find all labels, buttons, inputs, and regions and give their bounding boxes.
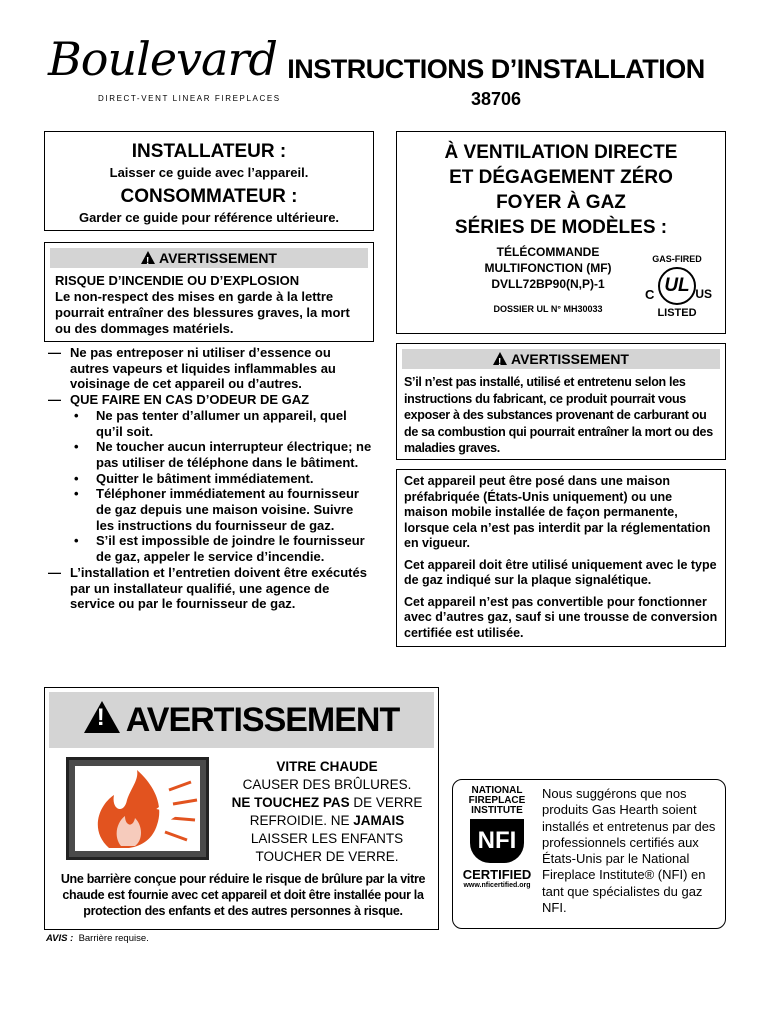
big-warning-header: !AVERTISSEMENT bbox=[49, 692, 434, 748]
nfi-text: Nous suggérons que nos produits Gas Hearth soient installés et entretenus par des professionnels certifiés aux États-Unis par le National Fireplace Institute® (NFI) en tant que spécialistes du gaz NFI. bbox=[542, 786, 716, 916]
product-line2: ET DÉGAGEMENT ZÉRO bbox=[449, 167, 673, 188]
risk-title: RISQUE D’INCENDIE OU D’EXPLOSION bbox=[55, 273, 300, 288]
warning-text: S’il n’est pas installé, utilisé et entretenu selon les instructions du fabricant, ce produit pourrait vous exposer à des substances provenant de carburant ou de sa combustion qui pourrait entraîner la mort ou des maladies graves. bbox=[404, 375, 713, 455]
model-info: TÉLÉCOMMANDE MULTIFONCTION (MF) DVLL72BP90(N,P)-1 bbox=[484, 245, 612, 291]
ul-file-number: DOSSIER UL N° MH30033 bbox=[493, 304, 603, 314]
list-item: — QUE FAIRE EN CAS D’ODEUR DE GAZ bbox=[48, 392, 310, 408]
warning-triangle-icon bbox=[493, 352, 507, 365]
document-number: 38706 bbox=[470, 89, 522, 109]
info-paragraph: Cet appareil doit être utilisé uniquement avec le type de gaz indiqué sur la plaque signalétique. bbox=[404, 557, 717, 587]
hot-glass-pictogram-icon bbox=[66, 757, 209, 860]
list-item: — L’installation et l’entretien doivent être exécutés par un installateur qualifié, une agence de service ou par le fournisseur de gaz. bbox=[48, 564, 367, 612]
hot-glass-text: VITRE CHAUDE CAUSER DES BRÛLURES. NE TOUCHEZ PAS DE VERRE REFROIDIE. NE JAMAIS LAISSER LES ENFANTS TOUCHER DE VERRE. bbox=[231, 759, 423, 864]
barrier-notice: Une barrière conçue pour réduire le risque de brûlure par la vitre chaude est fournie avec cet appareil et doit être installée pour la protection des enfants et des autres personnes à risque. bbox=[60, 872, 426, 918]
installer-consumer-box bbox=[44, 131, 374, 231]
brand-tagline: DIRECT-VENT LINEAR FIREPLACES bbox=[98, 94, 281, 103]
warning-header bbox=[50, 248, 368, 268]
warning-heading: AVERTISSEMENT bbox=[159, 250, 277, 266]
installer-text: Laisser ce guide avec l’appareil. bbox=[109, 165, 309, 180]
product-line3: FOYER À GAZ bbox=[496, 192, 626, 213]
consumer-text: Garder ce guide pour référence ultérieure. bbox=[78, 210, 340, 225]
product-line1: À VENTILATION DIRECTE bbox=[444, 142, 678, 163]
ul-listed-mark-icon: GAS-FIRED C UL US LISTED bbox=[645, 254, 712, 319]
info-paragraph: Cet appareil n’est pas convertible pour fonctionner avec d’autres gaz, sauf si une trousse de conversion certifiée est utilisée. bbox=[404, 594, 718, 640]
bullet-item: • S’il est impossible de joindre le fournisseur de gaz, appeler le service d’incendie. bbox=[74, 533, 365, 565]
avis-note: AVIS : Barrière requise. bbox=[46, 933, 149, 944]
consumer-heading: CONSOMMATEUR : bbox=[120, 186, 298, 207]
product-line4: SÉRIES DE MODÈLES : bbox=[454, 217, 668, 238]
warning-triangle-icon bbox=[84, 701, 120, 733]
installer-heading: INSTALLATEUR : bbox=[131, 141, 287, 162]
safety-instructions bbox=[48, 345, 373, 612]
brand-logo: Boulevard bbox=[48, 32, 277, 86]
bullet-item: • Ne toucher aucun interrupteur électrique; ne pas utiliser de téléphone dans le bâtiment. bbox=[74, 439, 372, 470]
info-paragraph: Cet appareil peut être posé dans une maison préfabriquée (États-Unis uniquement) ou une maison mobile installée de façon permanente, lorsque cela n’est pas interdit par la réglementation en vigueur. bbox=[404, 474, 711, 550]
bullet-item: • Ne pas tenter d’allumer un appareil, quel qu’il soit. bbox=[74, 407, 347, 439]
page-title: INSTRUCTIONS D’INSTALLATION bbox=[287, 54, 705, 84]
list-item: — Ne pas entreposer ni utiliser d’essence ou autres vapeurs et liquides inflammables au voisinage de cet appareil ou d’autres. bbox=[48, 345, 336, 392]
warning-triangle-icon bbox=[141, 251, 155, 264]
bullet-item: • Quitter le bâtiment immédiatement. bbox=[74, 470, 314, 486]
nfi-certified-logo-icon: NATIONAL FIREPLACE INSTITUTE NFI CERTIFIED www.nficertified.org bbox=[462, 785, 532, 889]
risk-text: Le non-respect des mises en garde à la lettre pourrait entraîner des blessures graves, la mort ou des dommages matériels. bbox=[55, 289, 350, 336]
emissions-warning-box bbox=[396, 343, 726, 460]
installation-info-box bbox=[396, 469, 726, 647]
bullet-item: • Téléphoner immédiatement au fournisseur de gaz depuis une maison voisine. Suivre les instructions du fournisseur de gaz. bbox=[74, 486, 359, 533]
fire-warning-box bbox=[44, 242, 374, 342]
warning-header: !AVERTISSEMENT bbox=[402, 349, 720, 369]
